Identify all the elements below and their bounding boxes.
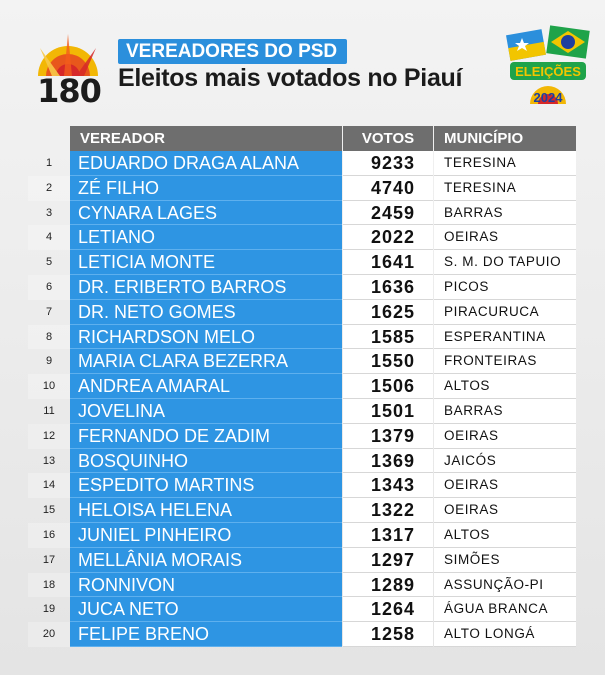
brand-logo — [28, 28, 110, 110]
vote-count: 1625 — [343, 300, 433, 325]
results-table — [28, 126, 576, 647]
rank-number: 4 — [28, 225, 70, 250]
vote-count: 2022 — [343, 225, 433, 250]
municipality: ALTOS — [434, 374, 576, 399]
column-header-vereador: VEREADOR — [70, 126, 342, 151]
candidate-name: ESPEDITO MARTINS — [70, 473, 342, 498]
table-row — [28, 498, 576, 523]
table-row — [28, 573, 576, 598]
vote-count: 1550 — [343, 349, 433, 374]
table-row — [28, 473, 576, 498]
table-body — [28, 151, 576, 647]
elections-year: 2024 — [533, 90, 563, 105]
candidate-name: BOSQUINHO — [70, 449, 342, 474]
vote-count: 1264 — [343, 597, 433, 622]
candidate-name: JUCA NETO — [70, 597, 342, 622]
municipality: OEIRAS — [434, 498, 576, 523]
table-row — [28, 622, 576, 647]
table-row — [28, 201, 576, 226]
municipality: BARRAS — [434, 399, 576, 424]
elections-label: ELEIÇÕES — [515, 64, 581, 79]
table-row — [28, 349, 576, 374]
rank-number: 5 — [45, 256, 53, 269]
municipality: ALTOS — [434, 523, 576, 548]
rank-number: 8 — [28, 325, 70, 350]
rank-number: 14 — [28, 473, 70, 498]
municipality: PIRACURUCA — [434, 300, 576, 325]
table-row — [28, 151, 576, 176]
vote-count: 1258 — [343, 622, 433, 647]
candidate-name: MARIA CLARA BEZERRA — [70, 349, 342, 374]
vote-count: 1506 — [343, 374, 433, 399]
table-row — [28, 300, 576, 325]
rank-number: 13 — [42, 454, 56, 467]
page-title: Eleitos mais votados no Piauí — [118, 64, 463, 92]
candidate-name: RICHARDSON MELO — [70, 325, 342, 350]
vote-count: 1289 — [343, 573, 433, 598]
municipality: ALTO LONGÁ — [434, 622, 576, 647]
vote-count: 4740 — [343, 176, 433, 201]
rank-number: 1 — [45, 157, 53, 169]
municipality: S. M. DO TAPUIO — [434, 250, 576, 275]
rank-number: 10 — [28, 374, 70, 399]
municipality: OEIRAS — [434, 424, 576, 449]
table-row — [28, 176, 576, 201]
candidate-name: FERNANDO DE ZADIM — [70, 424, 342, 449]
table-row — [28, 225, 576, 250]
candidate-name: JUNIEL PINHEIRO — [70, 523, 342, 548]
rank-number: 19 — [42, 603, 56, 616]
candidate-name: LETICIA MONTE — [70, 250, 342, 275]
elections-2024-logo — [502, 22, 594, 112]
table-row — [28, 548, 576, 573]
rank-number: 16 — [28, 523, 70, 548]
table-row — [28, 424, 576, 449]
piaui-flag-icon — [506, 29, 546, 61]
candidate-name: MELLÂNIA MORAIS — [70, 548, 342, 573]
candidate-name: DR. ERIBERTO BARROS — [70, 275, 342, 300]
municipality: OEIRAS — [434, 473, 576, 498]
vote-count: 1379 — [343, 424, 433, 449]
candidate-name: EDUARDO DRAGA ALANA — [70, 151, 342, 176]
table-row — [28, 449, 576, 474]
rank-number: 17 — [42, 553, 56, 566]
rank-number: 7 — [45, 305, 53, 318]
vote-count: 1636 — [343, 275, 433, 300]
rank-number: 3 — [45, 206, 53, 219]
table-row — [28, 399, 576, 424]
rank-number: 12 — [28, 424, 70, 449]
municipality: JAICÓS — [434, 449, 576, 474]
municipality: TERESINA — [434, 151, 576, 176]
municipality: ASSUNÇÃO-PI — [434, 573, 576, 598]
rank-number: 11 — [43, 404, 55, 417]
logo-text: 180 — [37, 72, 101, 110]
vote-count: 1369 — [343, 449, 433, 474]
column-header-votos: VOTOS — [343, 126, 433, 151]
vote-count: 1501 — [343, 399, 433, 424]
brazil-flag-icon — [546, 25, 590, 58]
vote-count: 1585 — [343, 325, 433, 350]
municipality: FRONTEIRAS — [434, 349, 576, 374]
rank-number: 20 — [28, 622, 70, 647]
municipality: OEIRAS — [434, 225, 576, 250]
table-row — [28, 275, 576, 300]
vote-count: 1641 — [343, 250, 433, 275]
vote-count: 9233 — [343, 151, 433, 176]
candidate-name: FELIPE BRENO — [70, 622, 342, 647]
subtitle-badge: VEREADORES DO PSD — [118, 39, 347, 64]
municipality: PICOS — [434, 275, 576, 300]
municipality: BARRAS — [434, 201, 576, 226]
candidate-name: ZÉ FILHO — [70, 176, 342, 201]
vote-count: 1343 — [343, 473, 433, 498]
vote-count: 1317 — [343, 523, 433, 548]
municipality: TERESINA — [434, 176, 576, 201]
table-row — [28, 374, 576, 399]
vote-count: 2459 — [343, 201, 433, 226]
candidate-name: ANDREA AMARAL — [70, 374, 342, 399]
rank-number: 9 — [45, 355, 53, 368]
table-header — [28, 126, 576, 151]
table-row — [28, 597, 576, 622]
rank-number: 6 — [28, 275, 70, 300]
rank-number: 18 — [28, 573, 70, 598]
table-row — [28, 325, 576, 350]
rank-number: 2 — [28, 176, 70, 201]
candidate-name: JOVELINA — [70, 399, 342, 424]
candidate-name: CYNARA LAGES — [70, 201, 342, 226]
municipality: ÁGUA BRANCA — [434, 597, 576, 622]
municipality: SIMÕES — [434, 548, 576, 573]
candidate-name: DR. NETO GOMES — [70, 300, 342, 325]
candidate-name: LETIANO — [70, 225, 342, 250]
table-row — [28, 250, 576, 275]
table-row — [28, 523, 576, 548]
candidate-name: RONNIVON — [70, 573, 342, 598]
vote-count: 1322 — [343, 498, 433, 523]
vote-count: 1297 — [343, 548, 433, 573]
column-header-municipio: MUNICÍPIO — [434, 126, 576, 151]
rank-number: 15 — [42, 504, 56, 517]
municipality: ESPERANTINA — [434, 325, 576, 350]
candidate-name: HELOISA HELENA — [70, 498, 342, 523]
